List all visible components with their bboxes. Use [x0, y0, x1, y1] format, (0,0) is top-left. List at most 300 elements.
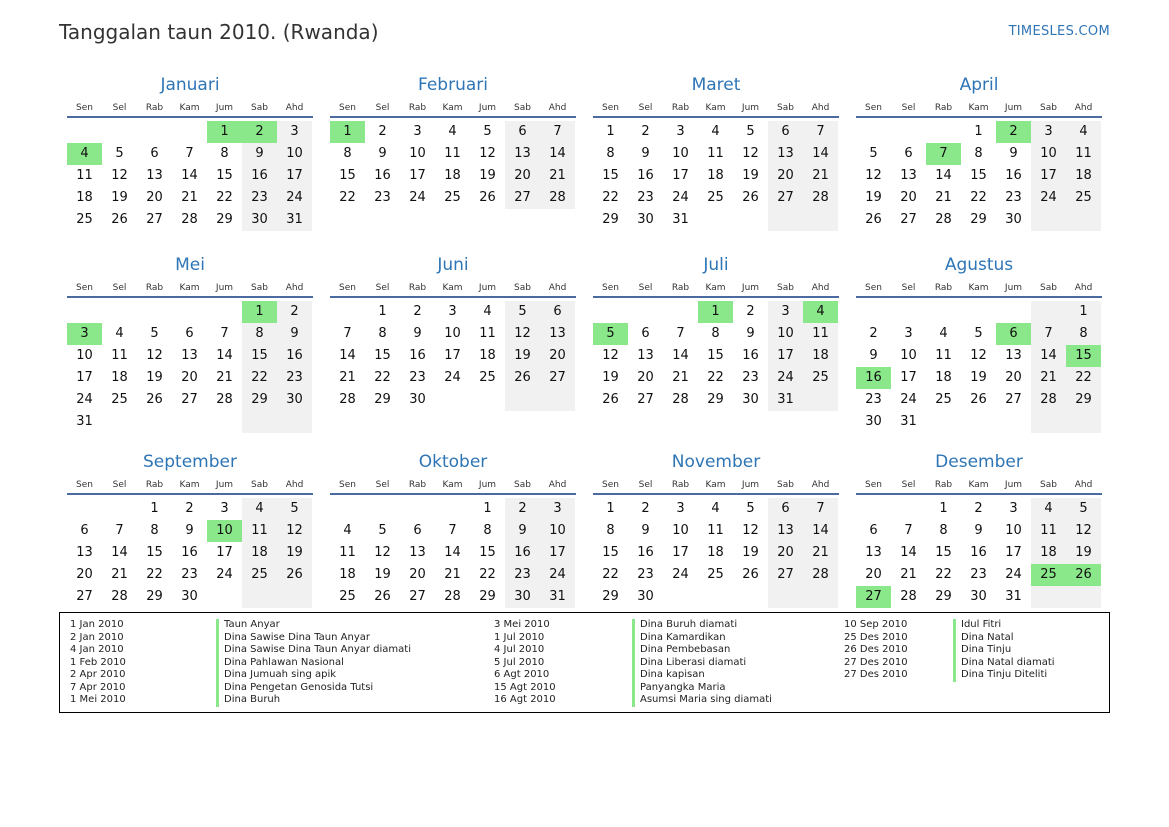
day-cell: 19: [479, 168, 496, 183]
day-grid: [856, 498, 1102, 608]
day-cell: 21: [935, 190, 952, 205]
page-title: Tanggalan taun 2010. (Rwanda): [59, 20, 379, 44]
day-cell: 17: [672, 168, 689, 183]
site-link[interactable]: TIMESLES.COM: [1008, 24, 1110, 39]
empty-day-cell: [768, 586, 803, 608]
holiday-name: Dina kapisan: [632, 669, 772, 682]
weekday-label: Jum: [215, 103, 234, 113]
month-februari: [330, 74, 576, 254]
empty-day-cell: [1066, 209, 1101, 231]
holiday-day-cell: 16: [856, 367, 891, 389]
day-cell: 28: [339, 392, 356, 407]
weekday-label: Sab: [777, 103, 794, 113]
day-cell: 6: [869, 523, 878, 538]
holiday-date: 4 Jan 2010: [70, 644, 124, 655]
day-cell: 22: [1066, 367, 1101, 389]
month-november: [593, 451, 839, 631]
empty-day-cell: [628, 301, 663, 323]
day-cell: 16: [242, 165, 277, 187]
day-cell: 6: [641, 326, 650, 341]
day-cell: 8: [378, 326, 387, 341]
weekday-label: Sen: [865, 480, 882, 490]
day-cell: 23: [277, 367, 312, 389]
month-name: Oktober: [418, 452, 488, 472]
day-cell: 27: [637, 392, 654, 407]
day-cell: 25: [444, 190, 461, 205]
day-cell: 18: [707, 168, 724, 183]
month-desember: [856, 451, 1102, 631]
day-cell: 26: [111, 212, 128, 227]
weekday-label: Sab: [251, 283, 268, 293]
day-cell: 13: [1005, 348, 1022, 363]
day-cell: 20: [768, 542, 803, 564]
day-cell: 3: [1009, 501, 1018, 516]
holiday-date: 27 Des 2010: [844, 656, 908, 668]
day-cell: 30: [637, 589, 654, 604]
day-cell: 17: [540, 542, 575, 564]
day-cell: 26: [505, 367, 540, 389]
weekday-label: Ahd: [811, 283, 830, 293]
day-cell: 7: [1031, 323, 1066, 345]
holiday-name: Dina Pahlawan Nasional: [216, 657, 411, 670]
weekday-label: Kam: [705, 283, 726, 293]
day-cell: 2: [413, 304, 422, 319]
day-cell: 27: [1005, 392, 1022, 407]
day-cell: 31: [277, 209, 312, 231]
day-cell: 7: [220, 326, 229, 341]
day-cell: 4: [711, 501, 720, 516]
day-cell: 7: [676, 326, 685, 341]
day-cell: 25: [1066, 187, 1101, 209]
day-cell: 23: [637, 567, 654, 582]
weekday-label: Jum: [1004, 283, 1023, 293]
day-cell: 17: [444, 348, 461, 363]
day-cell: 20: [76, 567, 93, 582]
day-cell: 14: [1031, 345, 1066, 367]
day-cell: 1: [378, 304, 387, 319]
empty-day-cell: [102, 121, 137, 143]
day-cell: 14: [803, 520, 838, 542]
day-cell: 28: [803, 564, 838, 586]
day-cell: 18: [803, 345, 838, 367]
empty-day-cell: [663, 301, 698, 323]
weekday-label: Kam: [968, 480, 989, 490]
day-cell: 30: [742, 392, 759, 407]
holiday-day-cell: 1: [330, 121, 365, 143]
months-grid: [67, 74, 1103, 631]
day-cell: 7: [448, 523, 457, 538]
day-cell: 29: [602, 589, 619, 604]
month-name: April: [959, 75, 999, 95]
day-cell: 20: [1005, 370, 1022, 385]
day-cell: 22: [602, 567, 619, 582]
day-cell: 19: [970, 370, 987, 385]
day-cell: 27: [768, 564, 803, 586]
empty-day-cell: [926, 411, 961, 433]
day-cell: 31: [900, 414, 917, 429]
day-cell: 23: [181, 567, 198, 582]
day-cell: 5: [1066, 498, 1101, 520]
day-cell: 22: [374, 370, 391, 385]
day-cell: 15: [216, 168, 233, 183]
day-cell: 9: [641, 523, 650, 538]
day-cell: 11: [1031, 520, 1066, 542]
day-cell: 10: [1005, 523, 1022, 538]
day-cell: 14: [216, 348, 233, 363]
day-cell: 9: [869, 348, 878, 363]
day-cell: 28: [216, 392, 233, 407]
day-cell: 9: [413, 326, 422, 341]
holiday-date: 1 Jul 2010: [494, 631, 545, 643]
empty-day-cell: [400, 498, 435, 520]
day-cell: 16: [374, 168, 391, 183]
weekday-label: Kam: [705, 480, 726, 490]
month-name: Agustus: [944, 255, 1014, 275]
day-cell: 28: [111, 589, 128, 604]
weekday-header: [67, 283, 313, 298]
holiday-name: Dina Tinju Diteliti: [953, 669, 1055, 682]
weekday-label: Sab: [251, 103, 268, 113]
day-cell: 30: [242, 209, 277, 231]
day-cell: 6: [904, 146, 913, 161]
day-cell: 12: [1066, 520, 1101, 542]
day-cell: 8: [606, 523, 615, 538]
day-cell: 15: [935, 545, 952, 560]
holiday-name: Taun Anyar: [216, 619, 411, 632]
day-cell: 11: [707, 523, 724, 538]
day-cell: 19: [374, 567, 391, 582]
empty-day-cell: [1031, 586, 1066, 608]
weekday-label: Sel: [901, 283, 916, 293]
holiday-date: 1 Mei 2010: [70, 694, 126, 705]
empty-day-cell: [435, 389, 470, 411]
day-cell: 1: [606, 124, 615, 139]
holiday-name: Dina Natal: [953, 632, 1055, 645]
day-cell: 25: [935, 392, 952, 407]
day-cell: 23: [374, 190, 391, 205]
day-cell: 28: [1031, 389, 1066, 411]
holiday-date: 6 Agt 2010: [494, 669, 550, 680]
day-cell: 30: [970, 589, 987, 604]
day-cell: 5: [869, 146, 878, 161]
day-cell: 4: [1066, 121, 1101, 143]
holiday-date: 1 Jan 2010: [70, 619, 124, 630]
day-cell: 4: [448, 124, 457, 139]
day-cell: 27: [409, 589, 426, 604]
day-cell: 16: [637, 545, 654, 560]
empty-day-cell: [698, 586, 733, 608]
weekday-label: Kam: [179, 103, 200, 113]
weekday-label: Jum: [478, 283, 497, 293]
empty-day-cell: [926, 301, 961, 323]
day-cell: 26: [865, 212, 882, 227]
empty-day-cell: [698, 209, 733, 231]
day-cell: 18: [935, 370, 952, 385]
day-cell: 27: [181, 392, 198, 407]
day-cell: 27: [768, 187, 803, 209]
weekday-label: Jum: [741, 283, 760, 293]
weekday-label: Ahd: [1074, 283, 1093, 293]
weekday-label: Rab: [145, 480, 164, 490]
day-cell: 15: [707, 348, 724, 363]
day-grid: [593, 301, 839, 411]
weekday-label: Ahd: [1074, 480, 1093, 490]
day-cell: 15: [602, 168, 619, 183]
day-cell: 8: [343, 146, 352, 161]
day-cell: 21: [181, 190, 198, 205]
weekday-label: Sen: [339, 103, 356, 113]
day-cell: 4: [343, 523, 352, 538]
weekday-header: [593, 283, 839, 298]
holiday-name: Dina Sawise Dina Taun Anyar: [216, 632, 411, 645]
holiday-day-cell: 27: [856, 586, 891, 608]
day-cell: 8: [1066, 323, 1101, 345]
day-cell: 6: [540, 301, 575, 323]
day-cell: 10: [540, 520, 575, 542]
day-cell: 11: [479, 326, 496, 341]
day-cell: 2: [378, 124, 387, 139]
weekday-label: Sen: [76, 283, 93, 293]
day-cell: 14: [900, 545, 917, 560]
day-cell: 19: [505, 345, 540, 367]
weekday-label: Ahd: [1074, 103, 1093, 113]
day-cell: 29: [970, 212, 987, 227]
empty-day-cell: [856, 498, 891, 520]
day-cell: 16: [409, 348, 426, 363]
weekday-header: [67, 480, 313, 495]
holiday-day-cell: 4: [67, 143, 102, 165]
weekday-label: Jum: [741, 480, 760, 490]
day-cell: 29: [479, 589, 496, 604]
day-cell: 20: [540, 345, 575, 367]
month-name: Juni: [437, 255, 469, 275]
day-cell: 27: [76, 589, 93, 604]
day-cell: 19: [277, 542, 312, 564]
day-cell: 12: [865, 168, 882, 183]
day-cell: 22: [216, 190, 233, 205]
day-cell: 9: [1009, 146, 1018, 161]
empty-day-cell: [435, 498, 470, 520]
month-name: November: [671, 452, 761, 472]
day-cell: 6: [150, 146, 159, 161]
day-cell: 23: [505, 564, 540, 586]
weekday-label: Sab: [514, 103, 531, 113]
day-cell: 31: [540, 586, 575, 608]
weekday-label: Sab: [777, 283, 794, 293]
day-cell: 25: [111, 392, 128, 407]
holiday-date: 1 Feb 2010: [70, 656, 126, 668]
day-cell: 9: [242, 143, 277, 165]
month-juni: [330, 254, 576, 451]
day-cell: 23: [1005, 190, 1022, 205]
empty-day-cell: [207, 301, 242, 323]
day-cell: 15: [146, 545, 163, 560]
day-cell: 18: [707, 545, 724, 560]
empty-day-cell: [137, 301, 172, 323]
weekday-label: Sel: [112, 480, 127, 490]
holiday-day-cell: 6: [996, 323, 1031, 345]
empty-day-cell: [803, 586, 838, 608]
empty-day-cell: [242, 586, 277, 608]
day-cell: 10: [444, 326, 461, 341]
weekday-label: Ahd: [548, 103, 567, 113]
weekday-label: Sen: [339, 480, 356, 490]
weekday-label: Kam: [442, 283, 463, 293]
weekday-label: Rab: [408, 103, 427, 113]
day-cell: 11: [935, 348, 952, 363]
day-cell: 3: [413, 124, 422, 139]
weekday-label: Sel: [112, 283, 127, 293]
day-cell: 5: [505, 301, 540, 323]
day-cell: 18: [111, 370, 128, 385]
empty-day-cell: [137, 121, 172, 143]
empty-day-cell: [330, 301, 365, 323]
day-cell: 5: [115, 146, 124, 161]
holiday-day-cell: 25: [1031, 564, 1066, 586]
holiday-name: Dina Kamardikan: [632, 632, 772, 645]
day-cell: 1: [1066, 301, 1101, 323]
month-name: September: [143, 452, 237, 472]
empty-day-cell: [891, 301, 926, 323]
day-cell: 4: [115, 326, 124, 341]
holiday-names-col-1: [216, 619, 411, 707]
day-cell: 5: [746, 124, 755, 139]
day-cell: 17: [1005, 545, 1022, 560]
day-cell: 14: [444, 545, 461, 560]
day-cell: 3: [768, 301, 803, 323]
day-cell: 12: [505, 323, 540, 345]
day-cell: 1: [483, 501, 492, 516]
day-cell: 17: [900, 370, 917, 385]
day-cell: 24: [76, 392, 93, 407]
day-cell: 8: [483, 523, 492, 538]
empty-day-cell: [593, 301, 628, 323]
empty-day-cell: [365, 498, 400, 520]
day-cell: 20: [900, 190, 917, 205]
day-cell: 4: [1031, 498, 1066, 520]
day-cell: 3: [676, 501, 685, 516]
day-cell: 13: [181, 348, 198, 363]
day-cell: 12: [602, 348, 619, 363]
weekday-label: Sen: [865, 283, 882, 293]
day-cell: 29: [242, 389, 277, 411]
weekday-label: Jum: [1004, 103, 1023, 113]
day-cell: 16: [1005, 168, 1022, 183]
holiday-date: 27 Des 2010: [844, 669, 908, 680]
day-cell: 24: [277, 187, 312, 209]
holiday-dates-col-2: [494, 619, 556, 707]
day-cell: 3: [448, 304, 457, 319]
weekday-label: Sab: [777, 480, 794, 490]
day-cell: 8: [220, 146, 229, 161]
day-cell: 7: [540, 121, 575, 143]
empty-day-cell: [856, 121, 891, 143]
day-cell: 10: [76, 348, 93, 363]
day-cell: 8: [974, 146, 983, 161]
day-cell: 10: [409, 146, 426, 161]
weekday-label: Sel: [901, 480, 916, 490]
weekday-label: Sen: [602, 103, 619, 113]
holiday-day-cell: 3: [67, 323, 102, 345]
empty-day-cell: [207, 411, 242, 433]
day-cell: 20: [505, 165, 540, 187]
holiday-date: 2 Apr 2010: [70, 669, 126, 680]
empty-day-cell: [996, 301, 1031, 323]
day-cell: 22: [339, 190, 356, 205]
weekday-label: Kam: [968, 283, 989, 293]
holiday-name: Dina Pembebasan: [632, 644, 772, 657]
day-cell: 4: [483, 304, 492, 319]
day-cell: 21: [540, 165, 575, 187]
weekday-label: Jum: [215, 283, 234, 293]
empty-day-cell: [540, 389, 575, 411]
day-cell: 20: [768, 165, 803, 187]
day-cell: 18: [444, 168, 461, 183]
day-cell: 29: [602, 212, 619, 227]
empty-day-cell: [1066, 411, 1101, 433]
holiday-day-cell: 2: [996, 121, 1031, 143]
day-grid: [856, 301, 1102, 433]
weekday-label: Ahd: [548, 283, 567, 293]
day-cell: 25: [803, 367, 838, 389]
day-cell: 24: [900, 392, 917, 407]
day-cell: 12: [479, 146, 496, 161]
weekday-label: Sab: [1040, 103, 1057, 113]
empty-day-cell: [102, 301, 137, 323]
day-cell: 5: [150, 326, 159, 341]
day-cell: 26: [970, 392, 987, 407]
weekday-label: Sen: [602, 480, 619, 490]
day-cell: 24: [672, 567, 689, 582]
weekday-header: [856, 103, 1102, 118]
day-grid: [330, 498, 576, 608]
weekday-label: Sel: [375, 480, 390, 490]
month-maret: [593, 74, 839, 254]
day-cell: 20: [146, 190, 163, 205]
day-cell: 10: [277, 143, 312, 165]
day-cell: 19: [1066, 542, 1101, 564]
day-cell: 19: [865, 190, 882, 205]
empty-day-cell: [277, 411, 312, 433]
month-januari: [67, 74, 313, 254]
day-cell: 21: [803, 165, 838, 187]
day-cell: 18: [479, 348, 496, 363]
day-cell: 9: [641, 146, 650, 161]
empty-day-cell: [1066, 586, 1101, 608]
day-cell: 14: [181, 168, 198, 183]
day-cell: 7: [115, 523, 124, 538]
day-cell: 3: [540, 498, 575, 520]
day-cell: 28: [444, 589, 461, 604]
day-cell: 3: [220, 501, 229, 516]
day-grid: [67, 498, 313, 608]
holiday-list: [59, 612, 1110, 713]
weekday-label: Ahd: [811, 480, 830, 490]
day-cell: 9: [277, 323, 312, 345]
day-cell: 17: [76, 370, 93, 385]
holiday-name: Asumsi Maria sing diamati: [632, 694, 772, 707]
day-cell: 16: [181, 545, 198, 560]
day-cell: 12: [146, 348, 163, 363]
day-cell: 20: [637, 370, 654, 385]
weekday-label: Jum: [478, 480, 497, 490]
holiday-day-cell: 26: [1066, 564, 1101, 586]
day-cell: 17: [768, 345, 803, 367]
day-cell: 19: [146, 370, 163, 385]
day-cell: 12: [374, 545, 391, 560]
weekday-label: Sel: [112, 103, 127, 113]
holiday-dates-col-3: [844, 619, 908, 682]
